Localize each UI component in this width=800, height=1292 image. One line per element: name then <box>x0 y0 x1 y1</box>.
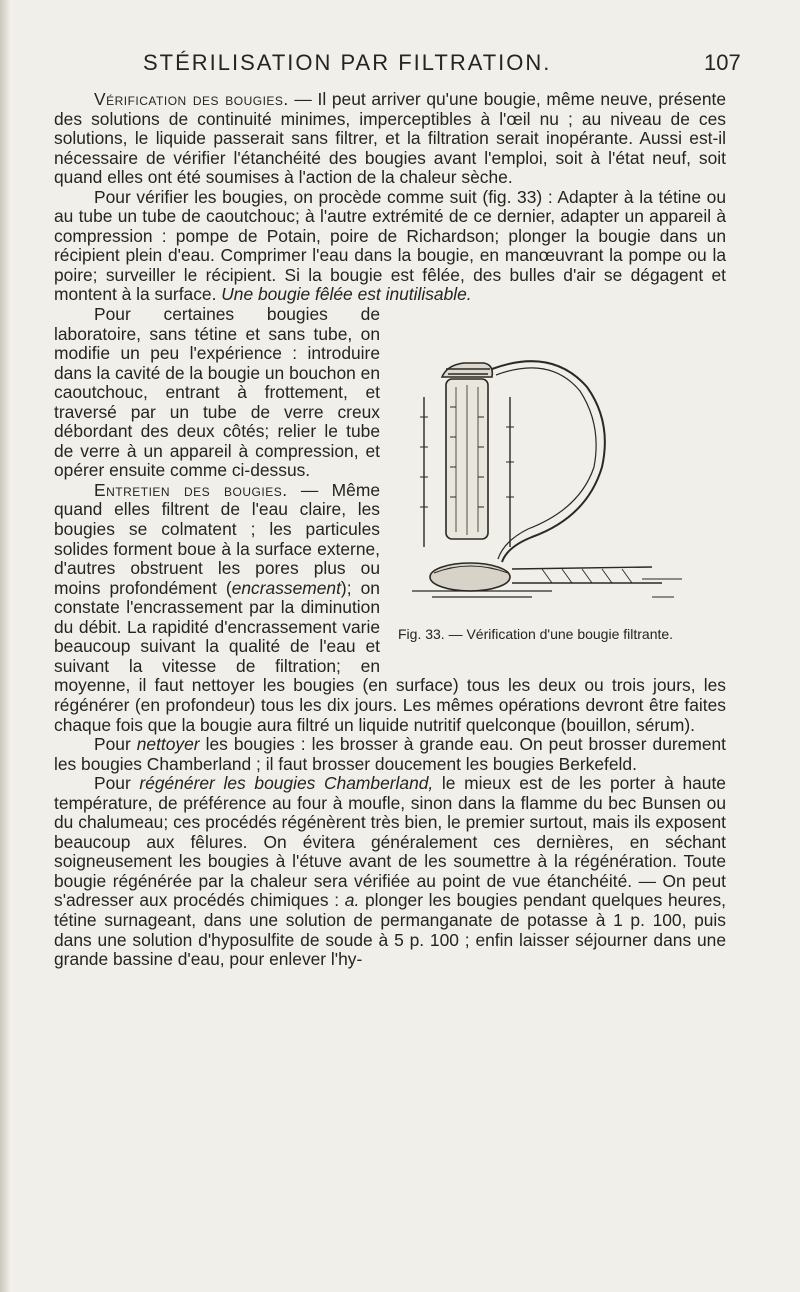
paragraph-text: Pour vérifier les bougies, on procède comme suit (fig. 33) : Adapter à la tétine ou au tube un tube de caoutchouc; à l'autre extrémité de ce dernier, adapter un appareil à compression : pompe de Potain, poire de Richardson; plonger la bougie dans un récipient plein d'eau. Comprimer l'eau dans la bougie, en manœuvrant la pompe ou la poire; surveiller le récipient. Si la bougie est fêlée, des bulles d'air se dégagent et montent à la surface. <box>54 186 726 305</box>
paragraph-text: le mieux est de les porter à haute température, de préférence au four à moufle, sinon dans la flamme du bec Bunsen ou du chalumeau; ces procédés régénèrent très bien, le premier surtout, mais ils exposent beaucoup aux fêlures. On évitera généralement ces dernières, en séchant soigneusement les bougies à l'étuve avant de les soumettre à la régénération. Toute bougie régénérée par la chaleur sera vérifiée au point de vue étanchéité. — On peut s'adresser aux procédés chimiques : <box>54 773 726 911</box>
italic-term: encrassement <box>231 577 341 598</box>
paragraph-procedure-intro <box>54 188 726 305</box>
paragraph-text: les bougies : les brosser à grande eau. On peut brosser durement les bougies Chamberland ; il faut brosser doucement les bougies Berkefeld. <box>54 734 726 774</box>
paragraph-verification <box>54 90 726 188</box>
page-header <box>0 50 800 80</box>
paragraph-regeneration <box>54 774 726 969</box>
italic-note: Une bougie fêlée est inutilisable. <box>221 284 472 305</box>
figure-33 <box>394 305 726 673</box>
section-lead-verification: Vérification des bougies. <box>94 89 289 109</box>
paragraph-text: Pour <box>94 734 137 755</box>
page-number: 107 <box>704 50 741 75</box>
paragraph-text: Pour certaines bougies de laboratoire, sans tétine et sans tube, on modifie un peu l'expérience : introduire dans la cavité de la bougie un bouchon en caoutchouc, entrant à frottement, et traversé par un tube de verre creux débordant des deux côtés; relier le tube de verre à un appareil à compression, et opérer ensuite comme ci-dessus. <box>54 304 380 481</box>
paragraph-text: — Même quand elles filtrent de l'eau claire, les bougies se colmatent ; les particules solides forment boue à la surface externe, d'autres obstruent les pores plus ou moins profondément ( <box>54 479 381 598</box>
running-title: STÉRILISATION PAR FILTRATION. <box>143 50 552 75</box>
filter-candle-illustration <box>412 347 712 617</box>
italic-term: régénérer les bougies Chamberland, <box>139 773 434 794</box>
figure-caption: Fig. 33. — Vérification d'une bougie filtrante. <box>398 626 674 643</box>
italic-term: nettoyer <box>136 734 200 755</box>
paragraph-text: plonger les bougies pendant quelques heures, tétine surnageant, dans une solution de permanganate de potasse à 1 p. 100, puis dans une solution d'hyposulfite de soude à 5 p. 100 ; enfin laisser séjourner dans une grande bassine d'eau, pour enlever l'hy- <box>54 890 726 970</box>
section-lead-maintenance: Entretien des bougies. <box>94 479 288 500</box>
body-text <box>54 90 726 970</box>
paragraph-cleaning <box>54 735 726 774</box>
page-binding-edge <box>0 0 10 1292</box>
paragraph-text: — Il peut arriver qu'une bougie, même neuve, présente des solutions de continuité minimes, imperceptibles à l'œil nu ; au niveau de ces solutions, le liquide passerait sans filtrer, et la filtration serait inopérante. Aussi est-il nécessaire de vérifier l'étanchéité des bougies avant l'emploi, soit à l'état neuf, soit quand elles ont été soumises à l'action de la chaleur sèche. <box>54 89 726 188</box>
paragraph-text: ); on constate l'encrassement par la diminution du débit. La rapidité d'encrassement varie beaucoup suivant la qualité de l'eau et suivant la vitesse de filtration; en moyenne, il faut nettoyer les bougies (en surface) tous les deux ou trois jours, les régénérer (en profondeur) tous les dix jours. Les mêmes opérations devront être faites chaque fois que la bougie aura filtré un liquide nutritif quelconque (bouillon, sérum). <box>54 577 726 735</box>
italic-term: a. <box>344 890 360 911</box>
paragraph-text: Pour <box>94 773 140 794</box>
